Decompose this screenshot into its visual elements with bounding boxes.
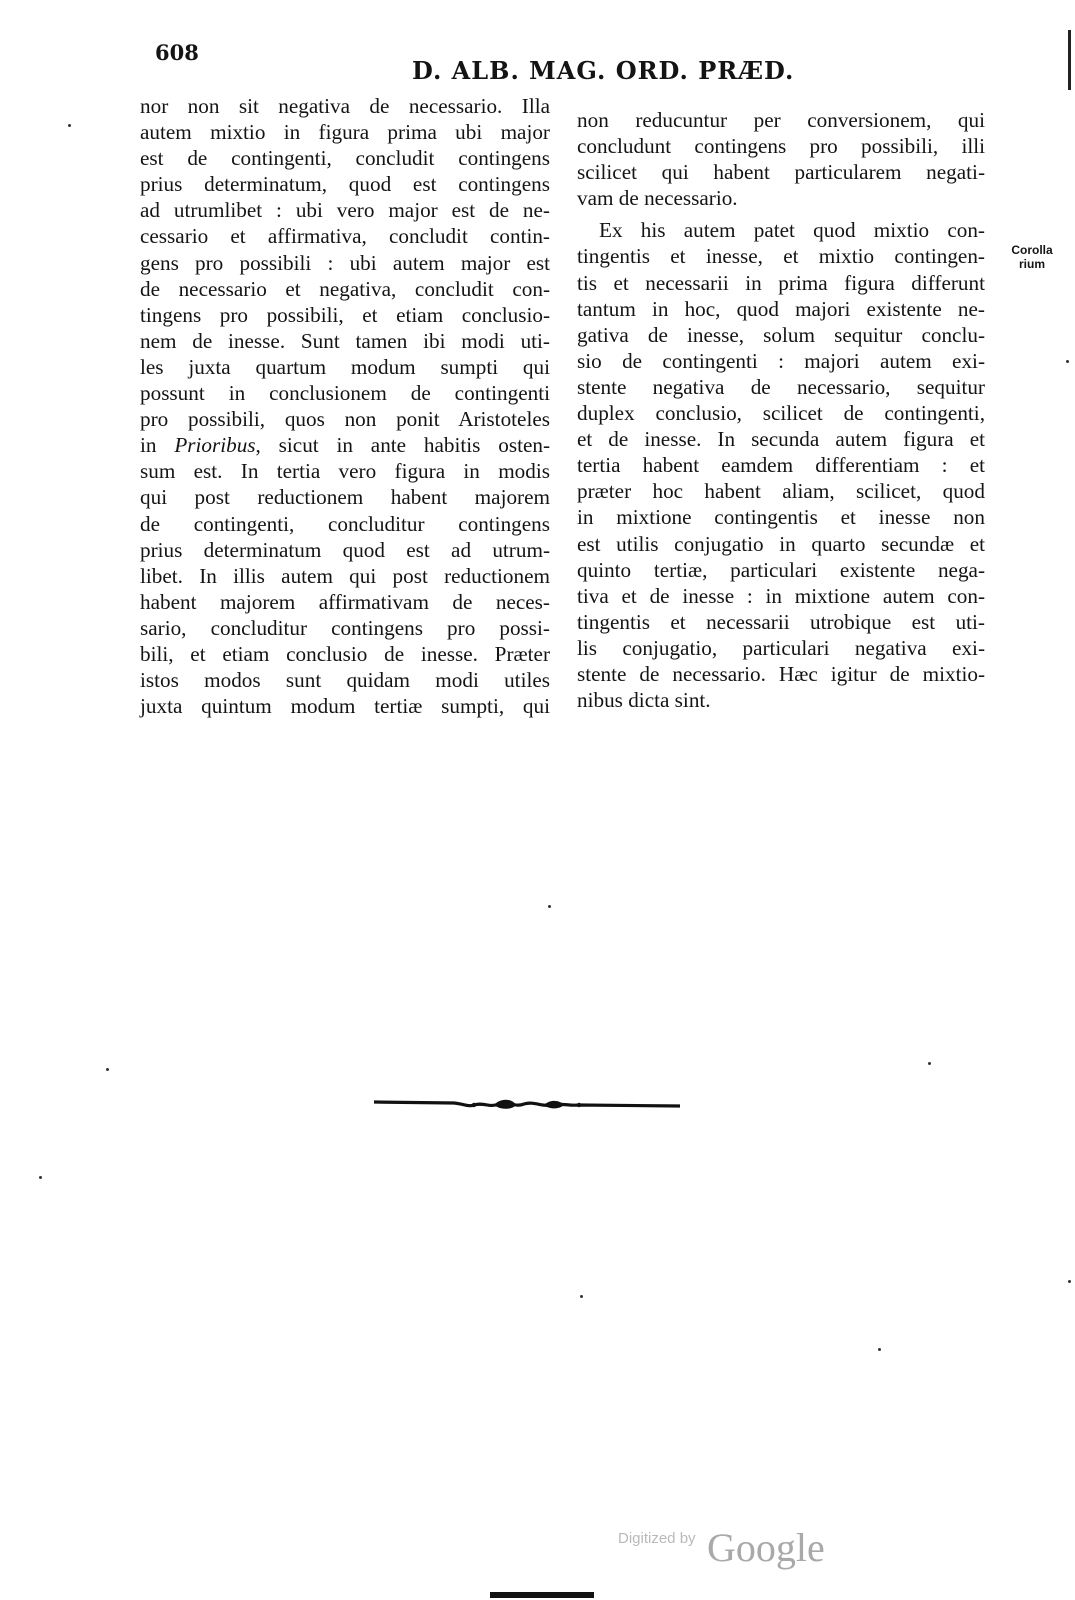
ornament-divider (374, 1094, 680, 1114)
scan-speck (106, 1068, 109, 1071)
scan-speck (39, 1176, 42, 1179)
text-line: tantum in hoc, quod majori existente ne- (577, 296, 985, 321)
text-line: libet. In illis autem qui post reductionem (140, 563, 550, 588)
scan-edge-bottom (490, 1592, 594, 1598)
text-fragment: in (140, 433, 175, 458)
text-line: sum est. In tertia vero figura in modis (140, 459, 550, 484)
scan-speck (1066, 360, 1069, 363)
text-line: tingens pro possibili, et etiam conclusio- (140, 302, 550, 327)
text-line: les juxta quartum modum sumpti qui (140, 354, 550, 379)
running-head: D. ALB. MAG. ORD. PRÆD. (412, 56, 795, 85)
text-line: cessario et affirmativa, concludit contin- (140, 224, 550, 249)
text-line: in mixtione contingentis et inesse non (577, 505, 985, 530)
italic-title: Prioribus (174, 433, 256, 458)
text-line: bili, et etiam conclusio de inesse. Præter (140, 641, 550, 666)
text-line: autem mixtio in figura prima ubi major (140, 120, 550, 145)
text-line: lis conjugatio, particulari negativa exi- (577, 635, 985, 660)
text-line: istos modos sunt quidam modi utiles (140, 668, 550, 693)
right-column (577, 107, 985, 713)
text-line: Ex his autem patet quod mixtio con- (599, 218, 985, 243)
scan-speck (928, 1062, 931, 1065)
left-column (140, 93, 550, 719)
text-line: sio de contingenti : majori autem exi- (577, 348, 985, 373)
text-line: nor non sit negativa de necessario. Illa (140, 94, 550, 118)
scan-speck (548, 905, 551, 908)
text-line: gativa de inesse, solum sequitur conclu- (577, 322, 985, 347)
text-line: tis et necessarii in prima figura differunt (577, 270, 985, 295)
margin-note-line: rium (1018, 257, 1045, 271)
text-line: est utilis conjugatio in quarto secundæ et (577, 531, 985, 556)
text-line: de contingenti, concluditur contingens (140, 511, 550, 536)
digitized-by-label: Digitized by (618, 1530, 696, 1547)
text-line: stente negativa de necessario, sequitur (577, 374, 985, 399)
text-line: quinto tertiæ, particulari existente nega- (577, 557, 985, 582)
text-line: concludunt contingens pro possibili, illi (577, 134, 985, 159)
text-line: stente de necessario. Hæc igitur de mixtio- (577, 661, 985, 686)
text-line: tingentis et inesse, et mixtio contingen- (577, 244, 985, 269)
text-line: non reducuntur per conversionem, qui (577, 108, 985, 132)
text-line: et de inesse. In secunda autem figura et (577, 427, 985, 452)
text-line: prius determinatum, quod est contingens (140, 172, 550, 197)
text-line: vam de necessario. (577, 186, 738, 211)
text-line: præter hoc habent aliam, scilicet, quod (577, 479, 985, 504)
text-line: gens pro possibili : ubi autem major est (140, 250, 550, 275)
scan-speck (878, 1348, 881, 1351)
text-line: est de contingenti, concludit contingens (140, 146, 550, 171)
scan-speck (1068, 1280, 1071, 1283)
text-line: prius determinatum quod est ad utrum- (140, 537, 550, 562)
text-fragment: , sicut in ante habitis osten- (255, 433, 551, 458)
text-line: scilicet qui habent particularem negati- (577, 160, 985, 185)
text-line: tertia habent eamdem differentiam : et (577, 453, 985, 478)
google-logo: Google (707, 1525, 825, 1570)
page-number: 608 (155, 40, 199, 65)
text-line: tingentis et necessarii utrobique est uti- (577, 609, 985, 634)
margin-note (1002, 243, 1062, 271)
text-line: juxta quintum modum tertiæ sumpti, qui (140, 694, 550, 719)
margin-note-line: Corolla (1011, 243, 1053, 257)
text-line: nibus dicta sint. (577, 688, 711, 713)
text-line: ad utrumlibet : ubi vero major est de ne- (140, 198, 550, 223)
text-line: habent majorem affirmativam de neces- (140, 589, 550, 614)
text-line: de necessario et negativa, concludit con- (140, 276, 550, 301)
text-line: qui post reductionem habent majorem (140, 485, 550, 510)
text-line: possunt in conclusionem de contingenti (140, 381, 550, 406)
text-line: sario, concluditur contingens pro possi- (140, 615, 550, 640)
scan-speck (68, 124, 71, 127)
text-line: pro possibili, quos non ponit Aristoteles (140, 407, 550, 432)
scan-edge (1068, 30, 1071, 90)
text-line: nem de inesse. Sunt tamen ibi modi uti- (140, 328, 550, 353)
text-line: tiva et de inesse : in mixtione autem con- (577, 583, 985, 608)
text-line-with-italic (140, 432, 550, 458)
text-line: duplex conclusio, scilicet de contingenti, (577, 401, 985, 426)
scan-speck (580, 1295, 583, 1298)
